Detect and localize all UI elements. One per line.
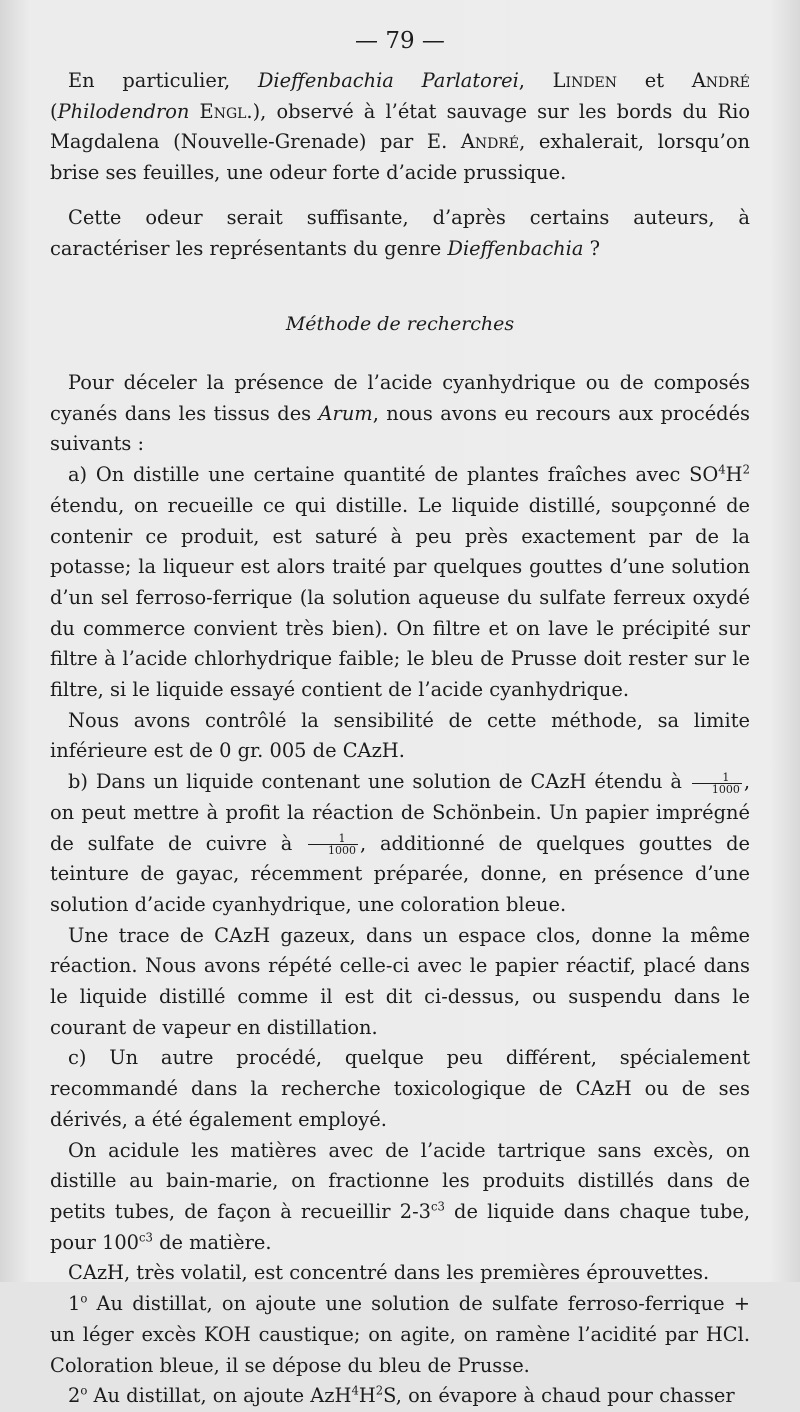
paragraph-step-2: 2$^o$ Au distillat, on ajoute $AzH^4H^2S$, on évapore à chaud pour chasser [68,1383,735,1408]
fraction: $\frac{1}{1000}$ [692,772,742,795]
paragraph-intro: Pour déceler la présence de l’acide cyanhydrique ou de composés cyanés dans les tissus des Arum, nous avons eu recours aux procédés suivants : [50,371,751,456]
paragraph-method-b: b) Dans un liquide contenant une solution de CAzH étendu à $\frac{1}{1000}$ , on peut mettre à profit la réaction de Schönbein. Un papier imprégné de sulfate de cuivre à $\frac{1}{1000}$ , additionné de quelques gouttes de teinture de gayac, récemment préparée, donne, en présence d’une solution d’acide cyanhydrique, une coloration bleue. [50,770,750,916]
paragraph-volatil: CAzH, très volatil, est concentré dans les premières éprouvettes. [68,1261,710,1285]
fraction: $\frac{1}{1000}$ [308,833,358,856]
paragraph-acidule: On acidule les matières avec de l’acide tartrique sans excès, on distille au bain-marie, on fractionne les produits distillés dans de petits tubes, de façon à recueillir $2-3^{c3}$ de liquide dans chaque tube, pour $100^{c3}$ de matière. [50,1138,750,1254]
paragraph-odeur: Cette odeur serait suffisante, d’après certains auteurs, à caractériser les représentants du genre Dieffenbachia ? [50,206,750,260]
paragraph-sensitivity: Nous avons contrôlé la sensibilité de cette méthode, sa limite inférieure est de 0 gr. 005 de CAzH. [50,708,750,763]
methods-body [50,368,750,1412]
paragraph-dieffenbachia: En particulier, Dieffenbachia Parlatorei, Linden et André (Philodendron Engl.), observé à l’état sauvage sur les bords du Rio Magdalena (Nouvelle-Grenade) par E. André, exhalerait, lorsqu’on brise ses feuilles, une odeur forte d’acide prussique. [50,69,750,185]
section-heading: Méthode de recherches [285,313,515,335]
page-number: — 79 — [355,28,445,54]
paragraph-method-a: a) On distille une certaine quantité de plantes fraîches avec $SO^4H^2$ étendu, on recueille ce qui distille. Le liquide distillé, soupçonné de contenir ce produit, est saturé à peu près exactement par de la potasse; la liqueur est alors traité par quelques gouttes d’une solution d’un sel ferroso-ferrique (la solution aqueuse du sulfate ferreux oxydé du commerce convient très bien). On filtre et on lave le précipité sur filtre à l’acide chlorhydrique faible; le bleu de Prusse doit rester sur le filtre, si le liquide essayé contient de l’acide cyanhydrique. [50,462,750,702]
paragraph-step-1: 1$^o$ Au distillat, on ajoute une solution de sulfate ferroso-ferrique + un léger excès KOH caustique; on agite, on ramène l’acidité par HCl. Coloration bleue, il se dépose du bleu de Prusse. [50,1291,750,1377]
paragraph-method-c: c) Un autre procédé, quelque peu différent, spécialement recommandé dans la recherche toxicologique de CAzH ou de ses dérivés, a été également employé. [50,1046,750,1131]
paragraph-trace: Une trace de CAzH gazeux, dans un espace clos, donne la même réaction. Nous avons répété celle-ci avec le papier réactif, placé dans le liquide distillé comme il est dit ci-dessus, ou suspendu dans le courant de vapeur en distillation. [50,923,750,1039]
